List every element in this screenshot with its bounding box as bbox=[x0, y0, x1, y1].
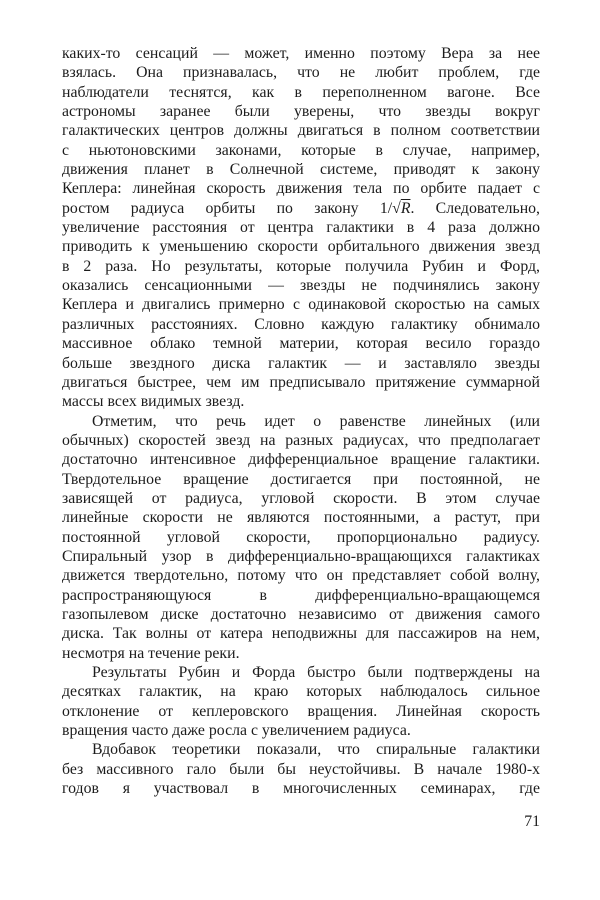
text-line: Отметим, что речь идет о равенстве линейных (или bbox=[92, 412, 540, 430]
text-line: оказались сенсационными — звезды не подчинялись закону bbox=[62, 277, 540, 295]
text-line: вращения часто даже росла с увеличением радиуса. bbox=[62, 722, 411, 740]
page-number: 71 bbox=[524, 813, 540, 831]
text-line: без массивного гало были бы неустойчивы. В начале 1980-х bbox=[62, 760, 540, 778]
text-line: массивное облако темной материи, которая весило гораздо bbox=[62, 335, 540, 353]
text-line: астрономы заранее были уверены, что звезды вокруг bbox=[62, 103, 540, 121]
text-line: массы всех видимых звезд. bbox=[62, 393, 245, 411]
text-line: приводить к уменьшению скорости орбитального движения звезд bbox=[62, 238, 540, 256]
text-line: каких-то сенсаций — может, именно поэтому Вера за нее bbox=[62, 45, 540, 62]
text-line: десятках галактик, на краю которых наблюдалось сильное bbox=[62, 683, 540, 701]
text-line: линейные скорости не являются постоянными, а растут, при bbox=[62, 509, 540, 527]
text-line: Твердотельное вращение достигается при постоянной, не bbox=[62, 470, 540, 488]
paragraph bbox=[62, 412, 540, 663]
paragraph bbox=[62, 740, 540, 798]
text-line: взялась. Она признавалась, что не любит проблем, где bbox=[62, 64, 540, 82]
sqrt-formula: R bbox=[400, 199, 411, 217]
text-line: движется твердотельно, потому что он представляет собой волну, bbox=[62, 567, 540, 585]
text-line: движения планет в Солнечной системе, приводят к закону bbox=[62, 161, 540, 179]
text-line: Результаты Рубин и Форда быстро были подтверждены на bbox=[92, 664, 540, 681]
text-line: постоянной угловой скорости, пропорционально радиусу. bbox=[62, 528, 540, 546]
text-line: больше звездного диска галактик — и заставляло звезды bbox=[62, 354, 540, 372]
text-line: отклонение от кеплеровского вращения. Линейная скорость bbox=[62, 702, 540, 720]
text-line: достаточно интенсивное дифференциальное вращение галактики. bbox=[62, 451, 540, 469]
text-line: различных расстояниях. Словно каждую галактику обнимало bbox=[62, 315, 540, 333]
text-line: Вдобавок теоретики показали, что спиральные галактики bbox=[92, 741, 540, 759]
paragraph bbox=[62, 663, 540, 740]
paragraph bbox=[62, 44, 540, 412]
text-line: Кеплера и двигались примерно с одинаковой скоростью на самых bbox=[62, 296, 540, 314]
text-line: газопылевом диске достаточно независимо от движения самого bbox=[62, 605, 540, 623]
text-line: обычных) скоростей звезд на разных радиусах, что предполагает bbox=[62, 431, 540, 449]
text-line: зависящей от радиуса, угловой скорости. В этом случае bbox=[62, 489, 540, 507]
text-line: галактических центров должны двигаться в полном соответствии bbox=[62, 122, 540, 140]
text-line: ростом радиуса орбиты по закону 1/√R. Следовательно, bbox=[62, 199, 540, 217]
text-line: с ньютоновскими законами, которые в случае, например, bbox=[62, 141, 540, 159]
text-line: двигаться быстрее, чем им предписывало притяжение суммарной bbox=[62, 373, 540, 391]
text-line: увеличение расстояния от центра галактики в 4 раза должно bbox=[62, 219, 540, 237]
text-line: годов я участвовал в многочисленных семинарах, где bbox=[62, 780, 540, 798]
text-line: распространяющуюся в дифференциально-вращающемся bbox=[62, 586, 540, 604]
text-line: в 2 раза. Но результаты, которые получила Рубин и Форд, bbox=[62, 257, 540, 275]
text-line: диска. Так волны от катера неподвижны для пассажиров на нем, bbox=[62, 625, 540, 643]
text-line: наблюдатели теснятся, как в переполненном вагоне. Все bbox=[62, 83, 540, 101]
text-line: Спиральный узор в дифференциально-вращающихся галактиках bbox=[62, 547, 540, 565]
text-line: несмотря на течение реки. bbox=[62, 644, 240, 662]
page-text bbox=[62, 44, 540, 798]
text-line: Кеплера: линейная скорость движения тела по орбите падает с bbox=[62, 180, 540, 198]
